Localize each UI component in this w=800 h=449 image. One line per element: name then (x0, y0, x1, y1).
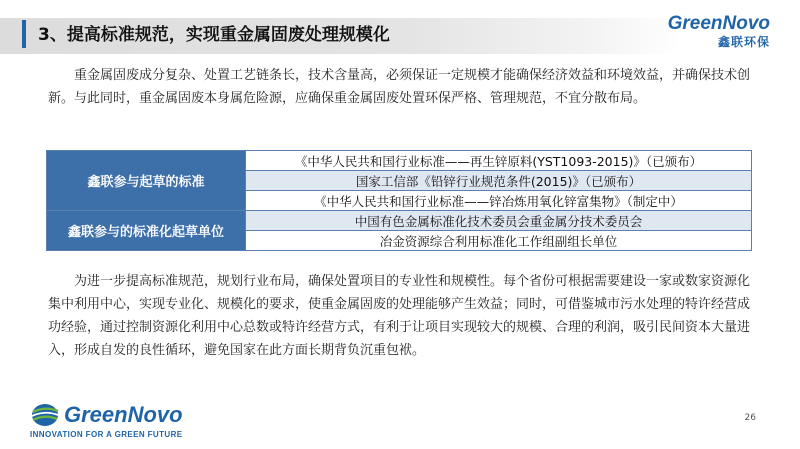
group-header-drafted-standards: 鑫联参与起草的标准 (47, 151, 246, 211)
table-row (47, 151, 752, 171)
table-row (47, 211, 752, 231)
page-title: 3、提高标准规范，实现重金属固废处理规模化 (38, 25, 390, 45)
brand-name-en: GreenNovo (667, 13, 770, 34)
footer-tagline: INNOVATION FOR A GREEN FUTURE (30, 430, 183, 439)
footer-logo (30, 402, 183, 439)
table-cell: 冶金资源综合利用标准化工作组副组长单位 (246, 231, 752, 251)
brand-name-cn: 鑫联环保 (717, 35, 770, 49)
table-cell: 中国有色金属标准化技术委员会重金属分技术委员会 (246, 211, 752, 231)
table-cell: 国家工信部《铅锌行业规范条件(2015)》（已颁布） (246, 171, 752, 191)
page-number: 26 (744, 413, 756, 423)
brand-logo-top (668, 14, 770, 50)
table-cell: 《中华人民共和国行业标准——锌冶炼用氧化锌富集物》（制定中） (246, 191, 752, 211)
standards-table (46, 150, 752, 251)
group-header-drafting-units: 鑫联参与的标准化起草单位 (47, 211, 246, 251)
intro-paragraph: 重金属固废成分复杂、处置工艺链条长，技术含量高，必须保证一定规模才能确保经济效益和环境效益，并确保技术创新。与此同时，重金属固废本身属危险源，应确保重金属固废处置环保严格、管理规范，不宜分散布局。 (48, 68, 751, 106)
table-cell: 《中华人民共和国行业标准——再生锌原料(YST1093-2015)》（已颁布） (246, 151, 752, 171)
globe-logo-icon (30, 402, 60, 428)
body-paragraph: 为进一步提高标准规范，规划行业布局，确保处置项目的专业性和规模性。每个省份可根据需要建设一家或数家资源化集中利用中心，实现专业化、规模化的要求，使重金属固废的处理能够产生效益；同时，可借鉴城市污水处理的特许经营成功经验，通过控制资源化利用中心总数或特许经营方式，有利于让项目实现较大的规模、合理的利润，吸引民间资本大量进入，形成自发的良性循环，避免国家在此方面长期背负沉重包袱。 (48, 274, 751, 358)
title-accent (22, 20, 26, 48)
footer-brand-name: GreenNovo (64, 402, 183, 427)
